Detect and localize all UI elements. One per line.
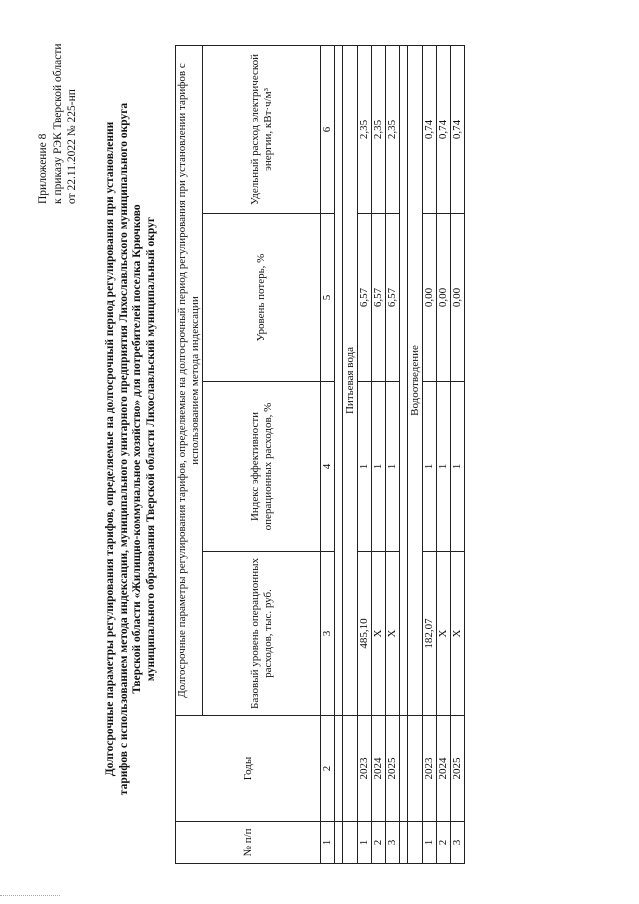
header-loss-level: Уровень потерь, % — [203, 214, 321, 382]
parameters-table — [175, 45, 465, 864]
cell-num: 3 — [451, 822, 465, 864]
col-number: 1 — [321, 822, 335, 864]
annex-line-3: от 22.11.2022 № 225-нп — [66, 89, 78, 204]
cell-base: Х — [386, 552, 400, 716]
header-num: № п/п — [176, 822, 321, 864]
cell-loss: 0,00 — [451, 214, 465, 382]
table-row — [372, 45, 386, 863]
cell-num: 1 — [358, 822, 372, 864]
cell-base: Х — [437, 552, 451, 716]
cell-energy: 0,74 — [437, 45, 451, 213]
cell-index: 1 — [437, 382, 451, 552]
col-number: 2 — [321, 716, 335, 822]
section-row — [343, 45, 358, 863]
col-number: 3 — [321, 552, 335, 716]
table-row — [437, 45, 451, 863]
spacer-row — [400, 45, 408, 863]
col-number: 5 — [321, 214, 335, 382]
table-row — [423, 45, 437, 863]
document-title — [104, 89, 158, 809]
cell-loss: 6,57 — [386, 214, 400, 382]
cell-loss: 6,57 — [358, 214, 372, 382]
header-years: Годы — [176, 716, 321, 822]
cell-loss: 0,00 — [437, 214, 451, 382]
cell-num: 2 — [437, 822, 451, 864]
cell-energy: 2,35 — [358, 45, 372, 213]
table-row — [451, 45, 465, 863]
annex-line-2: к приказу РЭК Тверской области — [51, 43, 64, 204]
column-numbers-row — [321, 45, 335, 863]
col-number: 4 — [321, 382, 335, 552]
cell-year: 2024 — [437, 716, 451, 822]
header-energy-rate: Удельный расход электрической энергии, кВт·ч/м³ — [203, 45, 321, 213]
cell-loss: 6,57 — [372, 214, 386, 382]
header-group: Долгосрочные параметры регулирования тарифов, определяемые на долгосрочный период регулирования при установлении тарифов с использованием метода индексации — [176, 45, 203, 715]
section-row — [408, 45, 423, 863]
cell-year: 2025 — [451, 716, 465, 822]
annex-block — [36, 24, 80, 204]
table-row — [386, 45, 400, 863]
title-line-4: муниципального образования Тверской области Лихославльский муниципальный округ — [144, 216, 157, 682]
title-line-2: тарифов с использованием метода индексации, муниципального унитарного предприятия Лихославльского муниципального округа — [117, 102, 130, 796]
cell-base: Х — [451, 552, 465, 716]
cell-base: 485,10 — [358, 552, 372, 716]
title-line-1: Долгосрочные параметры регулирования тарифов, определяемые на долгосрочный период регулирования при установлении — [104, 121, 116, 777]
cell-index: 1 — [451, 382, 465, 552]
cell-loss: 0,00 — [423, 214, 437, 382]
cell-num: 2 — [372, 822, 386, 864]
header-efficiency-index: Индекс эффективности операционных расходов, % — [203, 382, 321, 552]
cell-index: 1 — [423, 382, 437, 552]
section-title-wastewater: Водоотведение — [408, 45, 423, 715]
col-number: 6 — [321, 45, 335, 213]
cell-year: 2023 — [358, 716, 372, 822]
cell-year: 2023 — [423, 716, 437, 822]
cell-index: 1 — [372, 382, 386, 552]
cell-base: Х — [372, 552, 386, 716]
cell-num: 3 — [386, 822, 400, 864]
cell-index: 1 — [358, 382, 372, 552]
cell-year: 2025 — [386, 716, 400, 822]
spacer-row — [335, 45, 343, 863]
title-line-3: Тверской области «Жилищно-коммунальное хозяйство» для потребителей поселка Крючково — [131, 204, 143, 694]
section-title-drinking-water: Питьевая вода — [343, 45, 358, 715]
cell-base: 182,07 — [423, 552, 437, 716]
table-row — [358, 45, 372, 863]
annex-line-1: Приложение 8 — [37, 133, 49, 204]
cell-num: 1 — [423, 822, 437, 864]
cell-energy: 0,74 — [423, 45, 437, 213]
cell-index: 1 — [386, 382, 400, 552]
cell-energy: 2,35 — [386, 45, 400, 213]
cell-year: 2024 — [372, 716, 386, 822]
cell-energy: 2,35 — [372, 45, 386, 213]
header-base-opex: Базовый уровень операционных расходов, тыс. руб. — [203, 552, 321, 716]
cell-energy: 0,74 — [451, 45, 465, 213]
page-edge-line — [0, 894, 60, 896]
